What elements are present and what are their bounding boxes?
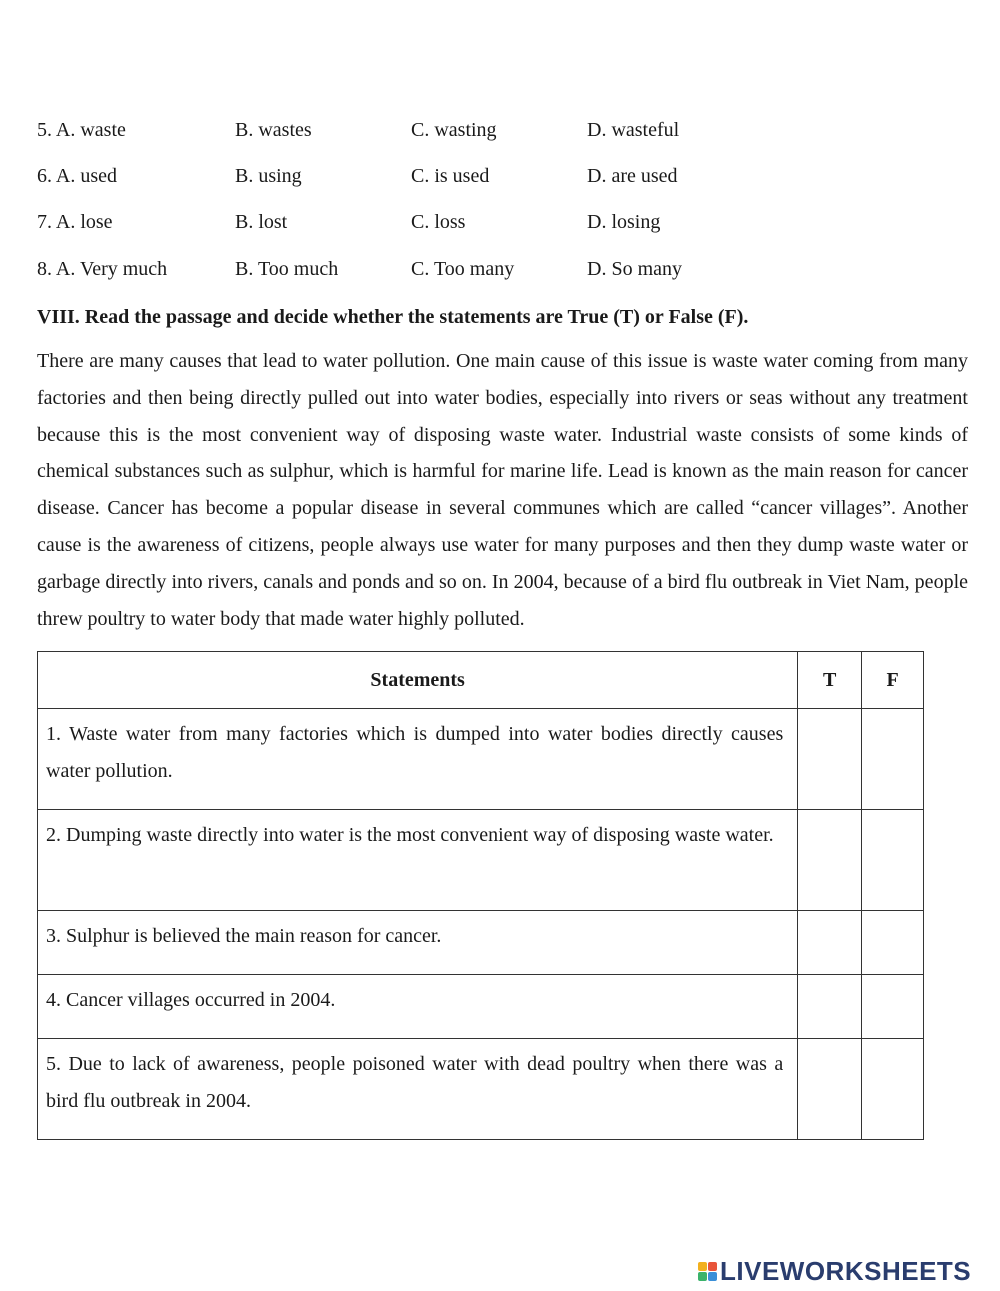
- statements-header: Statements: [38, 652, 798, 709]
- logo-block: [698, 1272, 707, 1281]
- option-c: C. loss: [411, 211, 466, 233]
- true-answer-cell[interactable]: [798, 1039, 862, 1140]
- option-b: B. wastes: [235, 119, 312, 141]
- option-b: B. lost: [235, 211, 288, 233]
- option-d: D. losing: [587, 211, 661, 233]
- table-row: [38, 1039, 924, 1140]
- table-row: [38, 709, 924, 810]
- option-d: D. wasteful: [587, 119, 680, 141]
- option-c: C. Too many: [411, 258, 515, 280]
- question-8: [37, 254, 937, 284]
- statement-text: 2. Dumping waste directly into water is the most convenient way of disposing waste water.: [38, 810, 798, 911]
- reading-passage: There are many causes that lead to water pollution. One main cause of this issue is waste water coming from many factories and then being directly pulled out into water bodies, especially into rivers or seas without any treatment because this is the most convenient way of disposing waste water. Industrial waste consists of some kinds of chemical substances such as sulphur, which is harmful for marine life. Lead is known as the main reason for cancer disease. Cancer has become a popular disease in several communes which are called “cancer villages”. Another cause is the awareness of citizens, people always use water for many purposes and then they dump waste water or garbage directly into rivers, canals and ponds and so on. In 2004, because of a bird flu outbreak in Viet Nam, people threw poultry to water body that made water highly polluted.: [37, 350, 968, 630]
- option-b: B. Too much: [235, 258, 339, 280]
- table-row: [38, 975, 924, 1039]
- section-heading: VIII. Read the passage and decide whether the statements are True (T) or False (F).: [37, 306, 749, 328]
- false-answer-cell[interactable]: [862, 911, 924, 975]
- true-answer-cell[interactable]: [798, 810, 862, 911]
- statement-text: 3. Sulphur is believed the main reason for cancer.: [38, 911, 798, 975]
- option-d: D. are used: [587, 165, 678, 187]
- false-header: F: [862, 652, 924, 709]
- true-answer-cell[interactable]: [798, 975, 862, 1039]
- statement-text: 4. Cancer villages occurred in 2004.: [38, 975, 798, 1039]
- option-c: C. wasting: [411, 119, 497, 141]
- false-answer-cell[interactable]: [862, 1039, 924, 1140]
- true-false-table: [37, 651, 924, 1140]
- statement-text: 1. Waste water from many factories which is dumped into water bodies directly causes water pollution.: [38, 709, 798, 810]
- true-answer-cell[interactable]: [798, 911, 862, 975]
- statement-text: 5. Due to lack of awareness, people poisoned water with dead poultry when there was a bird flu outbreak in 2004.: [38, 1039, 798, 1140]
- logo-text: LIVEWORKSHEETS: [720, 1255, 972, 1286]
- option-a: 8. A. Very much: [37, 258, 168, 280]
- option-a: 6. A. used: [37, 165, 117, 187]
- false-answer-cell[interactable]: [862, 810, 924, 911]
- option-a: 5. A. waste: [37, 119, 126, 141]
- false-answer-cell[interactable]: [862, 975, 924, 1039]
- option-c: C. is used: [411, 165, 490, 187]
- logo-block: [708, 1262, 717, 1271]
- option-a: 7. A. lose: [37, 211, 113, 233]
- question-6: [37, 161, 937, 191]
- logo-block: [698, 1262, 707, 1271]
- liveworksheets-logo: [698, 1253, 971, 1289]
- question-7: [37, 207, 937, 237]
- table-header-row: [38, 652, 924, 709]
- logo-blocks-icon: [698, 1262, 717, 1281]
- true-answer-cell[interactable]: [798, 709, 862, 810]
- false-answer-cell[interactable]: [862, 709, 924, 810]
- table-row: [38, 810, 924, 911]
- option-d: D. So many: [587, 258, 682, 280]
- logo-block: [708, 1272, 717, 1281]
- true-header: T: [798, 652, 862, 709]
- question-5: [37, 115, 937, 145]
- option-b: B. using: [235, 165, 302, 187]
- table-row: [38, 911, 924, 975]
